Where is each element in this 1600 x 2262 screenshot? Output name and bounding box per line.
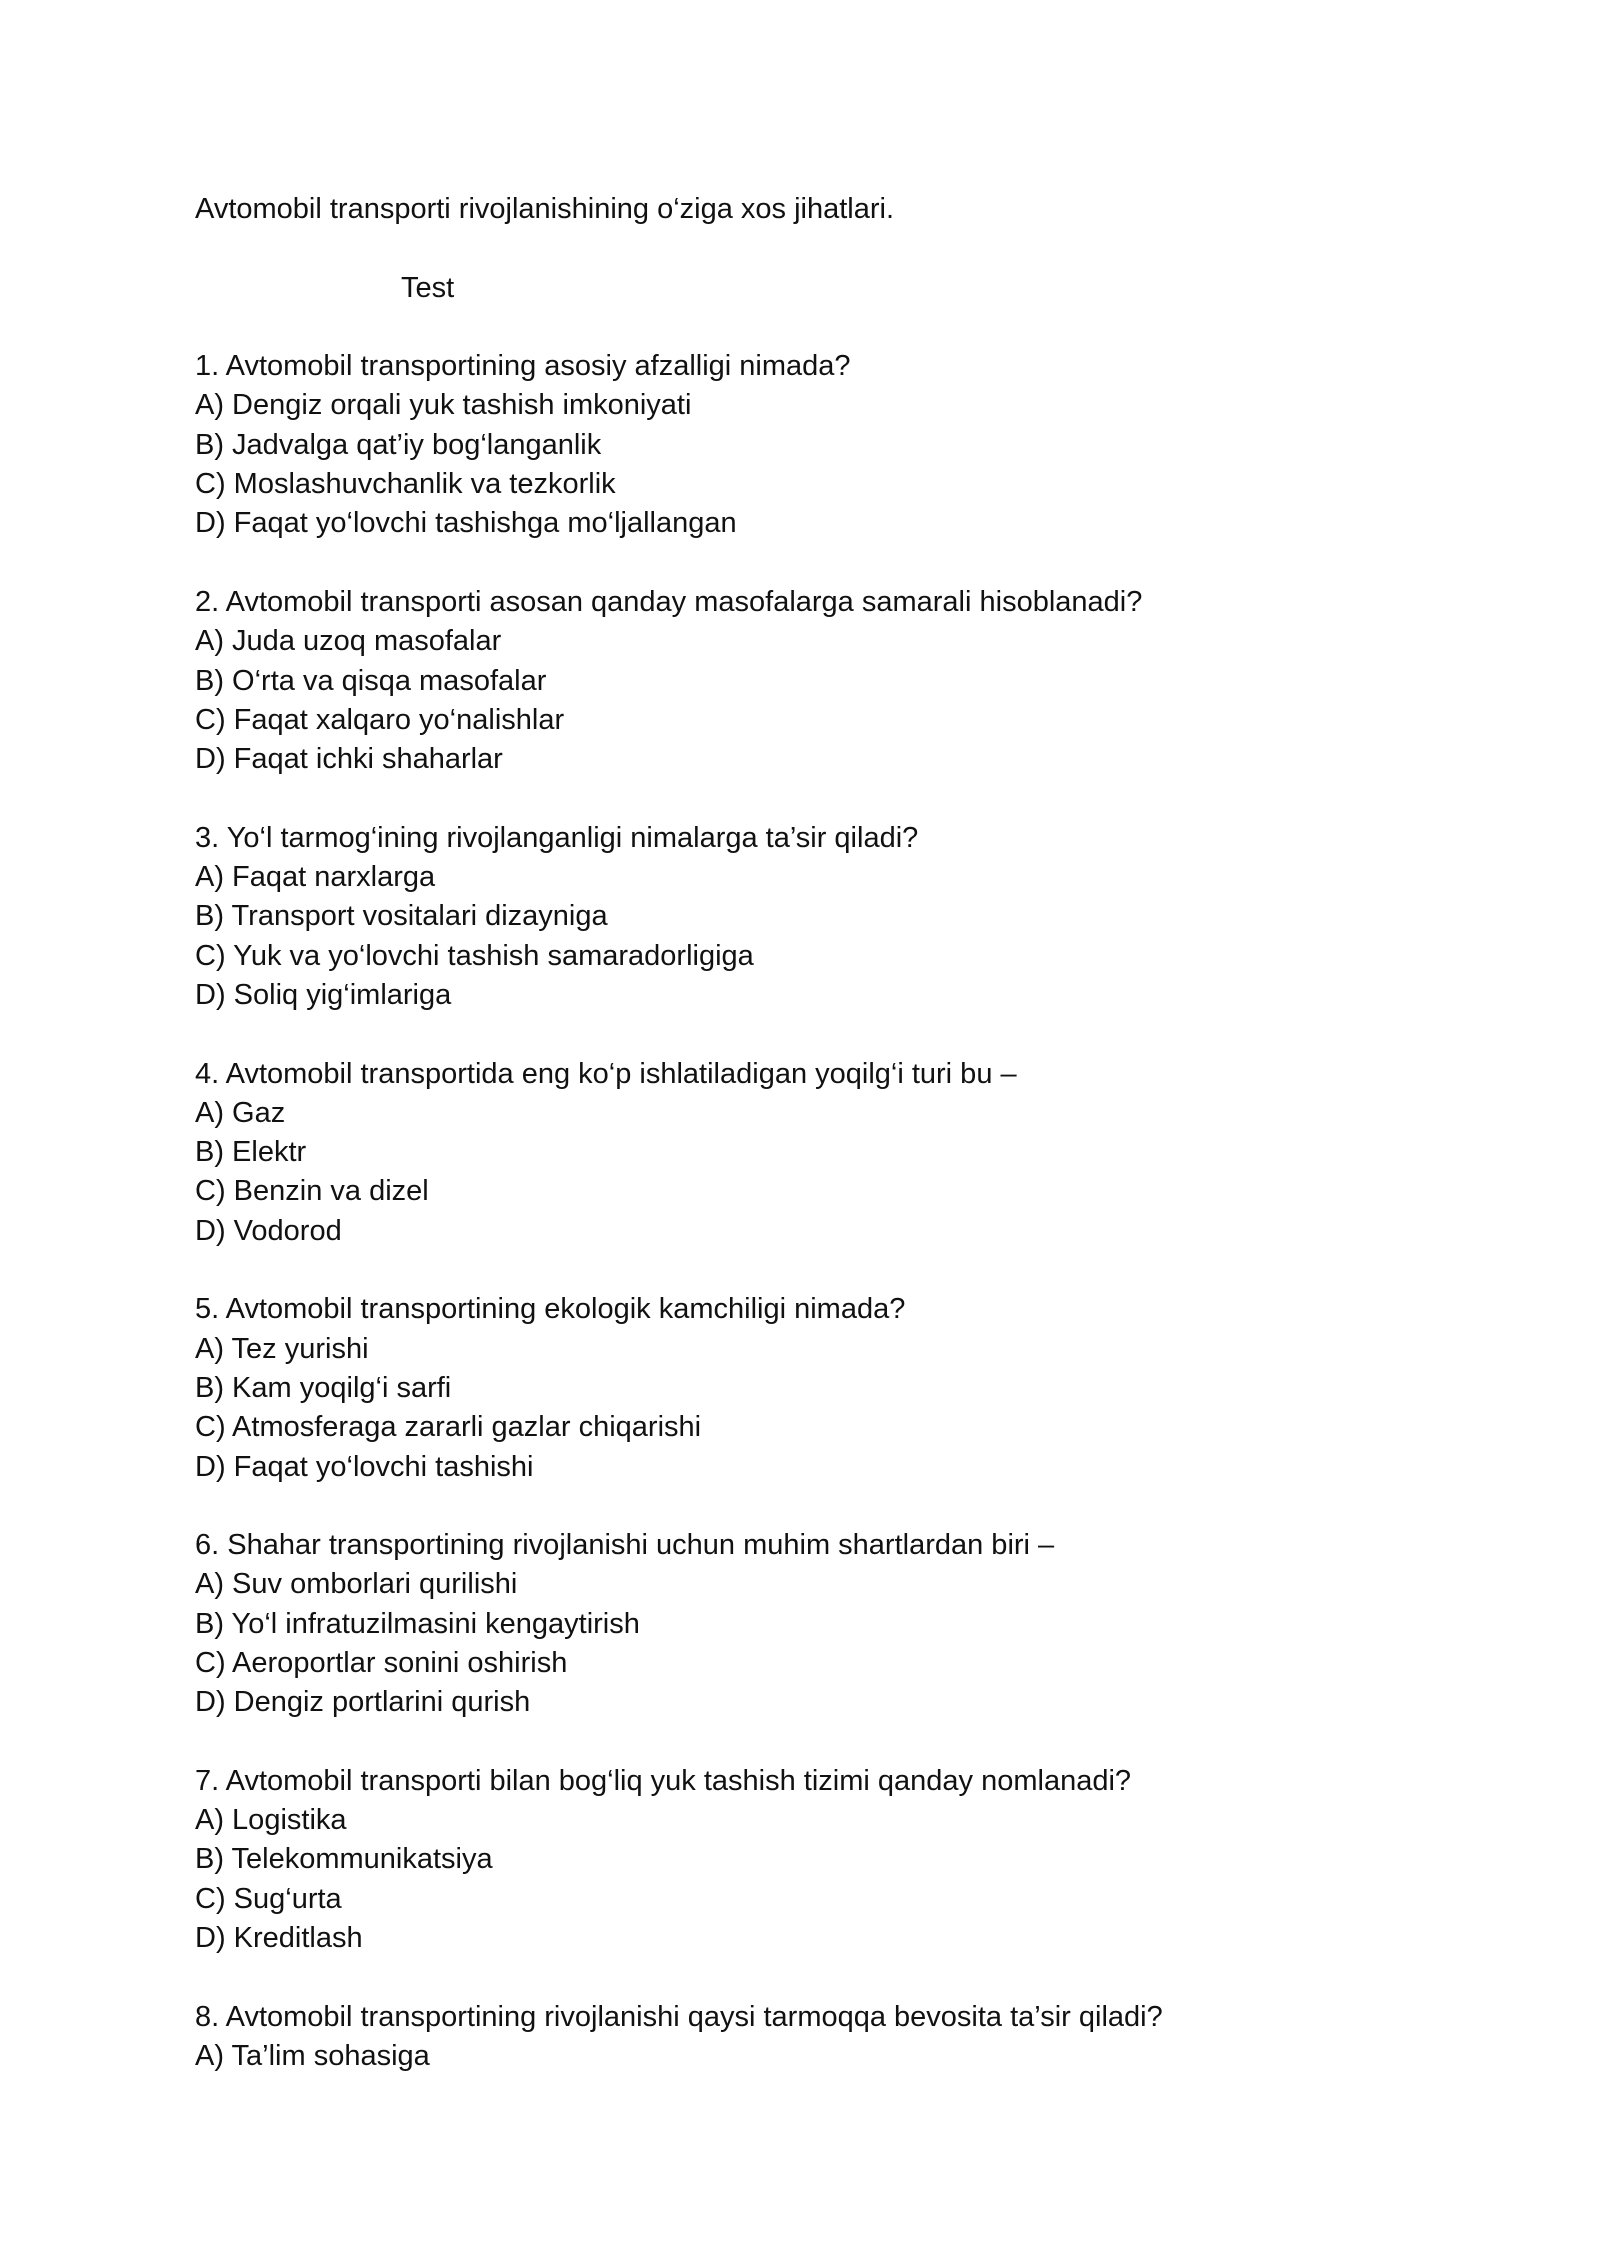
answer-option-c: C) Benzin va dizel: [195, 1175, 429, 1208]
answer-option-c: C) Moslashuvchanlik va tezkorlik: [195, 468, 616, 501]
answer-option-d: D) Faqat ichki shaharlar: [195, 743, 503, 776]
answer-option-b: B) O‘rta va qisqa masofalar: [195, 664, 547, 697]
question-text: 4. Avtomobil transportida eng ko‘p ishlatiladigan yoqilg‘i turi bu –: [195, 1057, 1017, 1090]
answer-option-b: B) Transport vositalari dizayniga: [195, 900, 608, 933]
answer-option-d: D) Vodorod: [195, 1214, 342, 1247]
question-text: 7. Avtomobil transporti bilan bog‘liq yuk tashish tizimi qanday nomlanadi?: [195, 1764, 1132, 1797]
answer-option-b: B) Jadvalga qat’iy bog‘langanlik: [195, 428, 602, 461]
document-page: [195, 190, 1445, 2116]
answer-option-d: D) Dengiz portlarini qurish: [195, 1686, 531, 1719]
document-title: Avtomobil transporti rivojlanishining o‘ziga xos jihatlari.: [195, 193, 895, 225]
question-1: [195, 347, 1445, 543]
question-8: [195, 1998, 1445, 2077]
question-3: [195, 819, 1445, 1015]
answer-option-a: A) Logistika: [195, 1804, 347, 1837]
answer-option-a: A) Suv omborlari qurilishi: [195, 1568, 518, 1601]
answer-option-c: C) Aeroportlar sonini oshirish: [195, 1646, 568, 1679]
document-subtitle: Test: [401, 271, 455, 304]
answer-option-c: C) Sug‘urta: [195, 1882, 342, 1915]
answer-option-c: C) Faqat xalqaro yo‘nalishlar: [195, 703, 565, 736]
question-text: 1. Avtomobil transportining asosiy afzalligi nimada?: [195, 350, 851, 383]
question-text: 3. Yo‘l tarmog‘ining rivojlanganligi nimalarga ta’sir qiladi?: [195, 821, 919, 854]
answer-option-b: B) Elektr: [195, 1136, 307, 1169]
answer-option-d: D) Faqat yo‘lovchi tashishi: [195, 1450, 534, 1483]
question-5: [195, 1290, 1445, 1486]
question-2: [195, 583, 1445, 779]
answer-option-a: A) Ta’lim sohasiga: [195, 2039, 430, 2072]
answer-option-d: D) Soliq yig‘imlariga: [195, 978, 452, 1011]
question-text: 5. Avtomobil transportining ekologik kamchiligi nimada?: [195, 1293, 906, 1326]
answer-option-b: B) Telekommunikatsiya: [195, 1843, 493, 1876]
answer-option-a: A) Faqat narxlarga: [195, 861, 436, 894]
question-text: 8. Avtomobil transportining rivojlanishi qaysi tarmoqqa bevosita ta’sir qiladi?: [195, 2000, 1163, 2033]
answer-option-d: D) Faqat yo‘lovchi tashishga mo‘ljallangan: [195, 507, 737, 540]
question-text: 6. Shahar transportining rivojlanishi uchun muhim shartlardan biri –: [195, 1529, 1055, 1562]
question-4: [195, 1055, 1445, 1251]
answer-option-c: C) Atmosferaga zararli gazlar chiqarishi: [195, 1411, 702, 1444]
answer-option-d: D) Kreditlash: [195, 1922, 363, 1955]
answer-option-a: A) Juda uzoq masofalar: [195, 625, 502, 658]
answer-option-a: A) Dengiz orqali yuk tashish imkoniyati: [195, 389, 692, 422]
answer-option-a: A) Gaz: [195, 1096, 286, 1129]
question-7: [195, 1762, 1445, 1958]
answer-option-a: A) Tez yurishi: [195, 1332, 369, 1365]
answer-option-c: C) Yuk va yo‘lovchi tashish samaradorligiga: [195, 939, 754, 972]
answer-option-b: B) Yo‘l infratuzilmasini kengaytirish: [195, 1607, 640, 1640]
question-text: 2. Avtomobil transporti asosan qanday masofalarga samarali hisoblanadi?: [195, 585, 1143, 618]
answer-option-b: B) Kam yoqilg‘i sarfi: [195, 1371, 452, 1404]
question-6: [195, 1526, 1445, 1722]
